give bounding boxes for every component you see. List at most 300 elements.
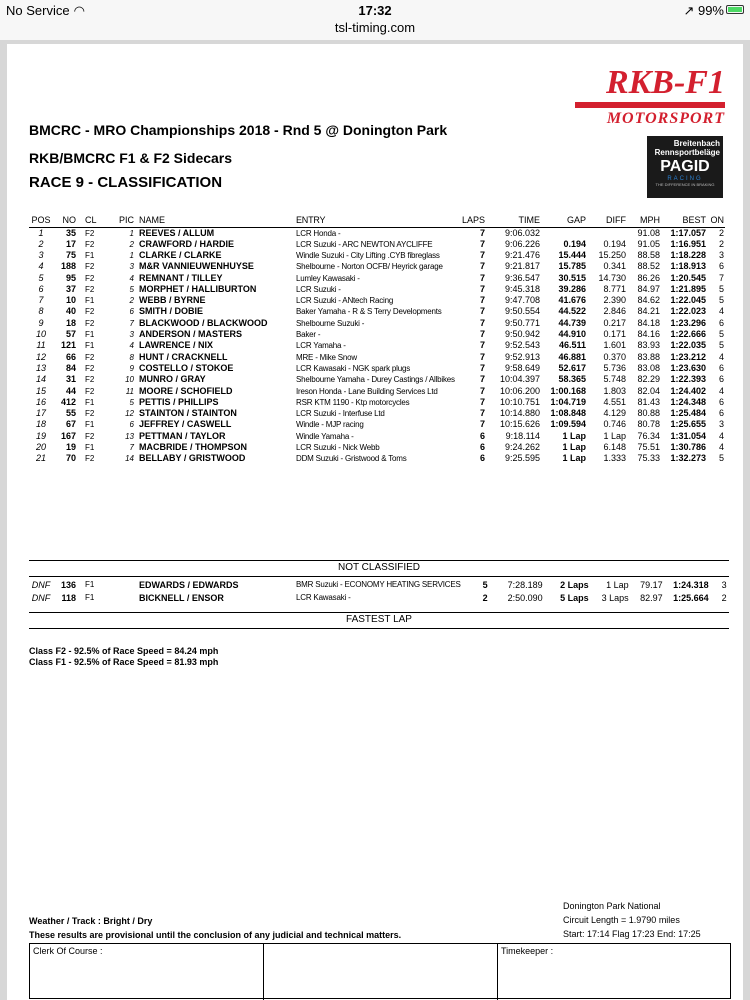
cell-entry: Baker Yamaha - R & S Terry Developments bbox=[296, 307, 442, 317]
cell-mph: 84.18 bbox=[637, 317, 660, 328]
cell-best: 1:20.545 bbox=[670, 272, 706, 283]
cell-gap: 15.785 bbox=[558, 261, 586, 272]
results-table bbox=[29, 214, 725, 464]
rkb-logo bbox=[575, 66, 725, 128]
cell-name: EDWARDS / EDWARDS bbox=[139, 579, 239, 590]
cell-time: 10:06.200 bbox=[499, 385, 540, 396]
cell-best: 1:30.786 bbox=[670, 441, 706, 452]
cell-entry: LCR Yamaha - bbox=[296, 341, 346, 351]
cell-no: 44 bbox=[65, 385, 76, 396]
battery-percent: ↗ 99% bbox=[683, 3, 724, 18]
cell-laps: 7 bbox=[479, 238, 485, 249]
cell-best: 1:22.045 bbox=[670, 295, 706, 306]
cell-name: BICKNELL / ENSOR bbox=[139, 592, 224, 603]
cell-on: 6 bbox=[718, 396, 724, 407]
cell-mph: 80.88 bbox=[637, 408, 660, 419]
cell-gap: 1 Lap bbox=[562, 430, 586, 441]
cell-gap: 2 Laps bbox=[560, 579, 589, 590]
col-name: NAME bbox=[135, 214, 295, 227]
not-classified-table bbox=[29, 578, 728, 604]
cell-mph: 83.88 bbox=[637, 351, 660, 362]
cell-mph: 82.29 bbox=[637, 374, 660, 385]
cell-gap: 41.676 bbox=[558, 295, 586, 306]
cell-mph: 84.16 bbox=[637, 329, 660, 340]
cell-no: 188 bbox=[60, 261, 76, 272]
cell-pic bbox=[117, 578, 135, 591]
logo-sub: MOTORSPORT bbox=[606, 110, 725, 127]
cell-no: 10 bbox=[65, 295, 76, 306]
cell-pos: 2 bbox=[38, 238, 44, 249]
cell-no: 57 bbox=[65, 329, 76, 340]
cell-pos: 13 bbox=[35, 362, 46, 373]
cell-pic: 7 bbox=[129, 318, 134, 328]
cell-time: 7:28.189 bbox=[507, 579, 543, 590]
cell-mph: 82.97 bbox=[640, 592, 663, 603]
class-speed-f2: Class F2 - 92.5% of Race Speed = 84.24 mph bbox=[29, 646, 219, 656]
cell-best: 1:24.318 bbox=[673, 579, 709, 590]
cell-time: 10:10.751 bbox=[499, 396, 540, 407]
cell-no: 18 bbox=[65, 317, 76, 328]
col-pic: PIC bbox=[118, 215, 134, 226]
cell-laps: 6 bbox=[479, 453, 485, 464]
cell-diff: 5.736 bbox=[603, 362, 626, 373]
cell-laps: 7 bbox=[479, 362, 485, 373]
cell-no: 66 bbox=[65, 351, 76, 362]
cell-diff: 0.746 bbox=[603, 419, 626, 430]
cell-gap: 46.881 bbox=[558, 351, 586, 362]
cell-pic: 13 bbox=[125, 431, 134, 441]
cell-pic: 3 bbox=[129, 330, 134, 340]
col-gap: GAP bbox=[541, 214, 587, 227]
cell-laps: 7 bbox=[479, 295, 485, 306]
result-row bbox=[29, 340, 725, 351]
cell-gap: 1 Lap bbox=[562, 441, 586, 452]
cell-pic: 12 bbox=[125, 409, 134, 419]
cell-name: HUNT / CRACKNELL bbox=[139, 351, 228, 362]
cell-pic: 7 bbox=[129, 442, 134, 452]
cell-mph: 84.97 bbox=[637, 283, 660, 294]
cell-name: REEVES / ALLUM bbox=[139, 227, 215, 238]
cell-no: 67 bbox=[65, 419, 76, 430]
cell-on: 3 bbox=[721, 579, 727, 590]
cell-pos: 6 bbox=[38, 283, 44, 294]
cell-on: 4 bbox=[718, 385, 724, 396]
cell-on: 6 bbox=[718, 374, 724, 385]
weather-text: Weather / Track : Bright / Dry bbox=[29, 916, 153, 926]
cell-mph: 75.33 bbox=[637, 453, 660, 464]
col-pos: POS bbox=[29, 214, 53, 227]
result-row bbox=[29, 284, 725, 295]
cell-mph: 76.34 bbox=[637, 430, 660, 441]
wifi-icon: ◠ bbox=[73, 3, 85, 18]
cell-no: 412 bbox=[60, 396, 76, 407]
cell-pos: 8 bbox=[38, 306, 44, 317]
cell-no: 75 bbox=[65, 249, 76, 260]
cell-pic: 10 bbox=[125, 375, 134, 385]
cell-laps: 6 bbox=[479, 430, 485, 441]
cell-diff: 1 Lap bbox=[606, 579, 629, 590]
cell-entry: MRE - Mike Snow bbox=[296, 352, 358, 362]
cell-mph: 84.21 bbox=[637, 306, 660, 317]
cell-pos: 11 bbox=[36, 340, 46, 351]
cell-name: BLACKWOOD / BLACKWOOD bbox=[139, 317, 268, 328]
cell-cl: F2 bbox=[85, 431, 95, 441]
cell-no: 19 bbox=[65, 441, 76, 452]
sponsor-tag: THE DIFFERENCE IN BRAKING bbox=[655, 182, 715, 187]
cell-name: CRAWFORD / HARDIE bbox=[139, 238, 234, 249]
cell-pos: 18 bbox=[35, 419, 46, 430]
cell-name: JEFFREY / CASWELL bbox=[139, 419, 232, 430]
cell-no: 84 bbox=[65, 362, 76, 373]
battery-icon bbox=[726, 5, 744, 14]
cell-best: 1:22.035 bbox=[670, 340, 706, 351]
dnf-row bbox=[29, 578, 728, 591]
cell-diff: 4.551 bbox=[603, 396, 626, 407]
cell-name: STAINTON / STAINTON bbox=[139, 408, 237, 419]
cell-diff: 5.748 bbox=[603, 374, 626, 385]
cell-on: 4 bbox=[718, 430, 724, 441]
result-row bbox=[29, 318, 725, 329]
cell-laps: 7 bbox=[479, 396, 485, 407]
result-row bbox=[29, 272, 725, 283]
cell-cl: F1 bbox=[85, 330, 95, 340]
cell-cl: F1 bbox=[85, 296, 95, 306]
cell-on: 6 bbox=[718, 317, 724, 328]
cell-name: MACBRIDE / THOMPSON bbox=[139, 441, 247, 452]
cell-entry: Windle Suzuki - City Lifting .CYB fibreglass bbox=[296, 250, 440, 260]
cell-best: 1:25.655 bbox=[670, 419, 706, 430]
cell-name: SMITH / DOBIE bbox=[139, 306, 204, 317]
cell-time: 10:15.626 bbox=[499, 419, 540, 430]
cell-pic: 11 bbox=[125, 386, 134, 396]
cell-pos: 4 bbox=[38, 261, 44, 272]
cell-pos: 14 bbox=[35, 374, 46, 385]
cell-on: 5 bbox=[718, 329, 724, 340]
cell-entry: LCR Suzuki - Nick Webb bbox=[296, 442, 380, 452]
cell-laps: 7 bbox=[479, 351, 485, 362]
cell-time: 9:24.262 bbox=[504, 441, 540, 452]
cell-mph: 88.58 bbox=[637, 249, 660, 260]
header-row bbox=[29, 214, 725, 227]
cell-gap: 1 Lap bbox=[562, 453, 586, 464]
result-row bbox=[29, 250, 725, 261]
cell-diff: 1 Lap bbox=[603, 430, 626, 441]
cell-best: 1:25.664 bbox=[673, 592, 709, 603]
result-row bbox=[29, 227, 725, 239]
signature-box bbox=[29, 943, 731, 999]
cell-diff: 2.390 bbox=[603, 295, 626, 306]
cell-cl: F2 bbox=[85, 363, 95, 373]
cell-best: 1:22.393 bbox=[670, 374, 706, 385]
sponsor-line1: Breitenbach bbox=[673, 139, 720, 148]
cell-entry: Shelbourne Yamaha - Durey Castings / Allbikes bbox=[296, 375, 455, 385]
cell-best: 1:16.951 bbox=[670, 238, 706, 249]
result-row bbox=[29, 453, 725, 464]
cell-entry: RSR KTM 1190 - Ktp motorcycles bbox=[296, 397, 410, 407]
cell-best: 1:21.895 bbox=[670, 283, 706, 294]
result-row bbox=[29, 397, 725, 408]
cell-time: 10:14.880 bbox=[499, 408, 540, 419]
sponsor-sub: RACING bbox=[667, 176, 703, 182]
result-row bbox=[29, 261, 725, 272]
cell-laps: 7 bbox=[479, 408, 485, 419]
cell-entry: Windle - MJP racing bbox=[296, 420, 364, 430]
cell-pos: 12 bbox=[35, 351, 46, 362]
cell-laps: 7 bbox=[479, 329, 485, 340]
race-times: Start: 17:14 Flag 17:23 End: 17:25 bbox=[563, 929, 701, 939]
cell-best: 1:17.057 bbox=[670, 227, 706, 238]
cell-no: 121 bbox=[60, 340, 76, 351]
result-row bbox=[29, 329, 725, 340]
cell-laps: 7 bbox=[479, 340, 485, 351]
cell-no: 136 bbox=[60, 579, 76, 590]
cell-entry: LCR Suzuki - ANtech Racing bbox=[296, 296, 394, 306]
cell-cl: F2 bbox=[85, 262, 95, 272]
clerk-of-course-cell: Clerk Of Course : bbox=[30, 944, 264, 1000]
cell-entry: Shelbourne - Norton OCFB/ Heyrick garage bbox=[296, 262, 443, 272]
cell-gap: 1:00.168 bbox=[550, 385, 586, 396]
cell-name: COSTELLO / STOKOE bbox=[139, 362, 234, 373]
cell-no: 40 bbox=[65, 306, 76, 317]
cell-laps: 7 bbox=[479, 261, 485, 272]
cell-gap: 0.194 bbox=[563, 238, 586, 249]
cell-pos: 19 bbox=[35, 430, 46, 441]
result-row bbox=[29, 239, 725, 250]
status-bar bbox=[0, 0, 750, 40]
cell-laps: 7 bbox=[479, 385, 485, 396]
cell-on: 6 bbox=[718, 408, 724, 419]
cell-on: 5 bbox=[718, 295, 724, 306]
cell-time: 9:50.942 bbox=[504, 329, 540, 340]
cell-gap: 44.910 bbox=[558, 329, 586, 340]
cell-diff: 15.250 bbox=[598, 249, 626, 260]
results-document bbox=[7, 44, 743, 1000]
cell-time: 2:50.090 bbox=[507, 592, 543, 603]
cell-pos: 21 bbox=[35, 453, 46, 464]
cell-cl: F2 bbox=[85, 273, 95, 283]
cell-time: 9:06.226 bbox=[504, 238, 540, 249]
cell-time: 9:25.595 bbox=[504, 453, 540, 464]
cell-cl: F2 bbox=[85, 375, 95, 385]
cell-pos: 9 bbox=[38, 317, 44, 328]
timekeeper-cell: Timekeeper : bbox=[501, 946, 554, 956]
cell-cl: F2 bbox=[85, 228, 95, 238]
cell-gap: 52.617 bbox=[558, 362, 586, 373]
cell-laps: 7 bbox=[479, 227, 485, 238]
cell-diff: 3 Laps bbox=[601, 592, 629, 603]
result-row bbox=[29, 408, 725, 419]
cell-mph: 81.43 bbox=[637, 396, 660, 407]
cell-gap: 5 Laps bbox=[560, 592, 589, 603]
cell-entry: Shelbourne Suzuki - bbox=[296, 318, 365, 328]
cell-best: 1:32.273 bbox=[670, 453, 706, 464]
cell-mph: 84.62 bbox=[637, 295, 660, 306]
cell-laps: 2 bbox=[482, 592, 488, 603]
cell-cl: F1 bbox=[85, 580, 95, 589]
result-row bbox=[29, 431, 725, 442]
not-classified-heading: NOT CLASSIFIED bbox=[337, 562, 421, 573]
cell-entry: Lumley Kawasaki - bbox=[296, 273, 360, 283]
cell-diff: 0.217 bbox=[603, 317, 626, 328]
cell-time: 9:52.543 bbox=[504, 340, 540, 351]
cell-diff: 2.846 bbox=[603, 306, 626, 317]
cell-diff: 1.333 bbox=[603, 453, 626, 464]
provisional-note: These results are provisional until the conclusion of any judicial and technical matters. bbox=[29, 930, 402, 940]
cell-cl: F2 bbox=[85, 318, 95, 328]
cell-name: LAWRENCE / NIX bbox=[139, 340, 214, 351]
carrier-label: No Service ◠ bbox=[6, 3, 85, 18]
cell-pic: 9 bbox=[129, 363, 134, 373]
cell-pic: 4 bbox=[129, 341, 134, 351]
cell-cl: F1 bbox=[85, 442, 95, 452]
circuit-length: Circuit Length = 1.9790 miles bbox=[563, 915, 680, 925]
cell-gap: 1:08.848 bbox=[550, 408, 586, 419]
cell-time: 9:45.318 bbox=[504, 283, 540, 294]
cell-entry: LCR Suzuki - ARC NEWTON AYCLIFFE bbox=[296, 239, 433, 249]
venue-name: Donington Park National bbox=[563, 901, 661, 911]
cell-best: 1:23.296 bbox=[670, 317, 706, 328]
cell-diff: 0.194 bbox=[603, 238, 626, 249]
cell-time: 9:47.708 bbox=[504, 295, 540, 306]
cell-no: 95 bbox=[65, 272, 76, 283]
cell-laps: 7 bbox=[479, 374, 485, 385]
cell-pos: DNF bbox=[31, 592, 51, 603]
cell-name: WEBB / BYRNE bbox=[139, 295, 206, 306]
cell-name: ANDERSON / MASTERS bbox=[139, 329, 243, 340]
result-row bbox=[29, 295, 725, 306]
cell-gap: 1:04.719 bbox=[550, 396, 586, 407]
championship-title: BMCRC - MRO Championships 2018 - Rnd 5 @ Donington Park bbox=[29, 122, 448, 138]
cell-entry: DDM Suzuki - Gristwood & Toms bbox=[296, 454, 407, 464]
col-entry: ENTRY bbox=[295, 214, 459, 227]
cell-pic: 1 bbox=[129, 228, 134, 238]
cell-diff: 14.730 bbox=[598, 272, 626, 283]
cell-diff: 8.771 bbox=[603, 283, 626, 294]
cell-gap: 44.739 bbox=[558, 317, 586, 328]
cell-no: 37 bbox=[65, 283, 76, 294]
cell-on: 4 bbox=[718, 306, 724, 317]
cell-mph: 91.05 bbox=[637, 238, 660, 249]
cell-best: 1:18.913 bbox=[670, 261, 706, 272]
cell-mph: 86.26 bbox=[637, 272, 660, 283]
cell-entry: Baker - bbox=[296, 330, 321, 340]
cell-pos: 15 bbox=[35, 385, 46, 396]
cell-time: 9:50.554 bbox=[504, 306, 540, 317]
cell-diff: 1.601 bbox=[603, 340, 626, 351]
cell-gap: 30.515 bbox=[558, 272, 586, 283]
cell-entry: LCR Suzuki - bbox=[296, 284, 341, 294]
cell-pic: 8 bbox=[129, 352, 134, 362]
cell-time: 9:06.032 bbox=[504, 227, 540, 238]
cell-time: 10:04.397 bbox=[499, 374, 540, 385]
cell-pic: 2 bbox=[129, 296, 134, 306]
class-speed-f1: Class F1 - 92.5% of Race Speed = 81.93 mph bbox=[29, 657, 219, 667]
cell-time: 9:58.649 bbox=[504, 362, 540, 373]
cell-on: 6 bbox=[718, 261, 724, 272]
cell-laps: 5 bbox=[482, 579, 488, 590]
result-row bbox=[29, 363, 725, 374]
cell-name: MOORE / SCHOFIELD bbox=[139, 385, 233, 396]
cell-laps: 7 bbox=[479, 317, 485, 328]
cell-cl: F2 bbox=[85, 386, 95, 396]
cell-laps: 7 bbox=[479, 419, 485, 430]
cell-on: 2 bbox=[721, 592, 727, 603]
cell-cl: F1 bbox=[85, 420, 95, 430]
cell-diff: 0.171 bbox=[603, 329, 626, 340]
cell-cl: F1 bbox=[85, 250, 95, 260]
cell-name: PETTIS / PHILLIPS bbox=[139, 396, 219, 407]
cell-gap: 1:09.594 bbox=[550, 419, 586, 430]
cell-name: MUNRO / GRAY bbox=[139, 374, 206, 385]
address-bar[interactable]: tsl-timing.com bbox=[334, 20, 416, 35]
cell-cl: F2 bbox=[85, 307, 95, 317]
cell-on: 5 bbox=[718, 283, 724, 294]
cell-name: REMNANT / TILLEY bbox=[139, 272, 223, 283]
cell-pos: 7 bbox=[38, 295, 44, 306]
pagid-logo bbox=[647, 136, 723, 198]
cell-best: 1:25.484 bbox=[670, 408, 706, 419]
cell-cl: F1 bbox=[85, 397, 95, 407]
cell-mph: 91.08 bbox=[637, 227, 660, 238]
cell-diff: 1.803 bbox=[603, 385, 626, 396]
cell-laps: 7 bbox=[479, 249, 485, 260]
col-best: BEST bbox=[661, 214, 707, 227]
cell-laps: 7 bbox=[479, 306, 485, 317]
cell-pic: 3 bbox=[129, 262, 134, 272]
result-row bbox=[29, 306, 725, 317]
cell-gap: 46.511 bbox=[558, 340, 586, 351]
blank-cell bbox=[264, 944, 498, 1000]
cell-time: 9:21.476 bbox=[504, 249, 540, 260]
cell-pic: 14 bbox=[125, 454, 134, 464]
cell-on: 4 bbox=[718, 441, 724, 452]
cell-pos: 17 bbox=[35, 408, 46, 419]
cell-pos: 1 bbox=[38, 227, 44, 238]
sponsor-line2: Rennsportbeläge bbox=[654, 148, 720, 157]
cell-entry: LCR Suzuki - Interfuse Ltd bbox=[296, 409, 385, 419]
cell-mph: 88.52 bbox=[637, 261, 660, 272]
cell-cl: F2 bbox=[85, 352, 95, 362]
result-row bbox=[29, 385, 725, 396]
cell-best: 1:22.023 bbox=[670, 306, 706, 317]
col-cl: CL bbox=[77, 214, 117, 227]
race-title: RACE 9 - CLASSIFICATION bbox=[29, 174, 223, 191]
cell-no: 17 bbox=[65, 238, 76, 249]
col-no: NO bbox=[53, 214, 77, 227]
cell-best: 1:18.228 bbox=[670, 249, 706, 260]
cell-cl: F1 bbox=[85, 593, 95, 602]
cell-no: 55 bbox=[65, 408, 76, 419]
cell-gap: 58.365 bbox=[558, 374, 586, 385]
cell-no: 70 bbox=[65, 453, 76, 464]
cell-gap bbox=[541, 227, 587, 239]
cell-best: 1:24.348 bbox=[670, 396, 706, 407]
cell-no: 31 bbox=[65, 374, 76, 385]
cell-on: 5 bbox=[718, 453, 724, 464]
cell-time: 9:52.913 bbox=[504, 351, 540, 362]
cell-cl: F2 bbox=[85, 454, 95, 464]
cell-pos: 20 bbox=[35, 441, 46, 452]
cell-on: 2 bbox=[718, 227, 724, 238]
cell-pos: 10 bbox=[35, 329, 46, 340]
cell-pic: 5 bbox=[129, 397, 134, 407]
cell-cl: F2 bbox=[85, 239, 95, 249]
result-row bbox=[29, 442, 725, 453]
cell-no: 167 bbox=[60, 430, 76, 441]
cell-mph: 83.93 bbox=[637, 340, 660, 351]
cell-mph: 80.78 bbox=[637, 419, 660, 430]
cell-pic: 5 bbox=[129, 284, 134, 294]
